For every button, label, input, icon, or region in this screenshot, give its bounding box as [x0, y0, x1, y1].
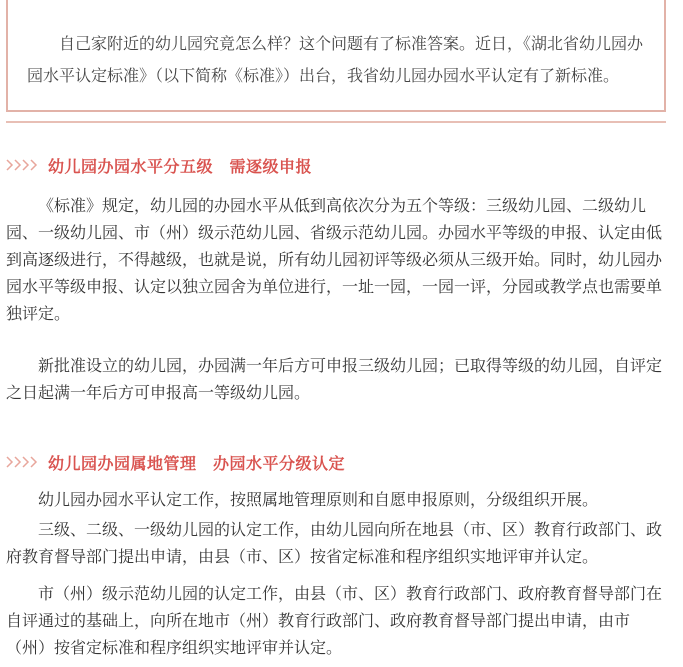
paragraph: 三级、二级、一级幼儿园的认定工作，由幼儿园向所在地县（市、区）教育行政部门、政府教育督导部门提出申请，由县（市、区）按省定标准和程序组织实地评审并认定。 — [6, 520, 663, 566]
paragraph: 幼儿园办园水平认定工作，按照属地管理原则和自愿申报原则，分级组织开展。 — [38, 490, 599, 509]
section-heading-1 — [6, 153, 312, 177]
chevron-right-icon — [6, 455, 42, 469]
paragraph: 市（州）级示范幼儿园的认定工作，由县（市、区）教育行政部门、政府教育督导部门在自评通过的基础上，向所在地市（州）教育行政部门、政府教育督导部门提出申请，由市（州）按省定标准和程序组织实地评审并认定。 — [6, 584, 663, 657]
intro-text: 自己家附近的幼儿园究竟怎么样？这个问题有了标准答案。近日，《湖北省幼儿园办园水平认定标准》（以下简称《标准》）出台，我省幼儿园办园水平认定有了新标准。 — [27, 34, 644, 85]
section-divider — [6, 121, 666, 123]
chevron-right-icon — [6, 158, 42, 172]
paragraph: 《标准》规定，幼儿园的办园水平从低到高依次分为五个等级：三级幼儿园、二级幼儿园、一级幼儿园、市（州）级示范幼儿园、省级示范幼儿园。办园水平等级的申报、认定由低到高逐级进行，不得越级，也就是说，所有幼儿园初评等级必须从三级开始。同时，幼儿园办园水平等级申报、认定以独立园舍为单位进行，一址一园，一园一评，分园或教学点也需要单独评定。 — [6, 196, 663, 323]
section-heading-text: 幼儿园办园属地管理 办园水平分级认定 — [48, 453, 346, 473]
paragraph: 新批准设立的幼儿园，办园满一年后方可申报三级幼儿园；已取得等级的幼儿园，自评定之日起满一年后方可申报高一等级幼儿园。 — [6, 356, 663, 402]
section-heading-2 — [6, 450, 345, 474]
intro-box — [6, 0, 666, 112]
section-heading-text: 幼儿园办园水平分五级 需逐级申报 — [48, 156, 313, 176]
